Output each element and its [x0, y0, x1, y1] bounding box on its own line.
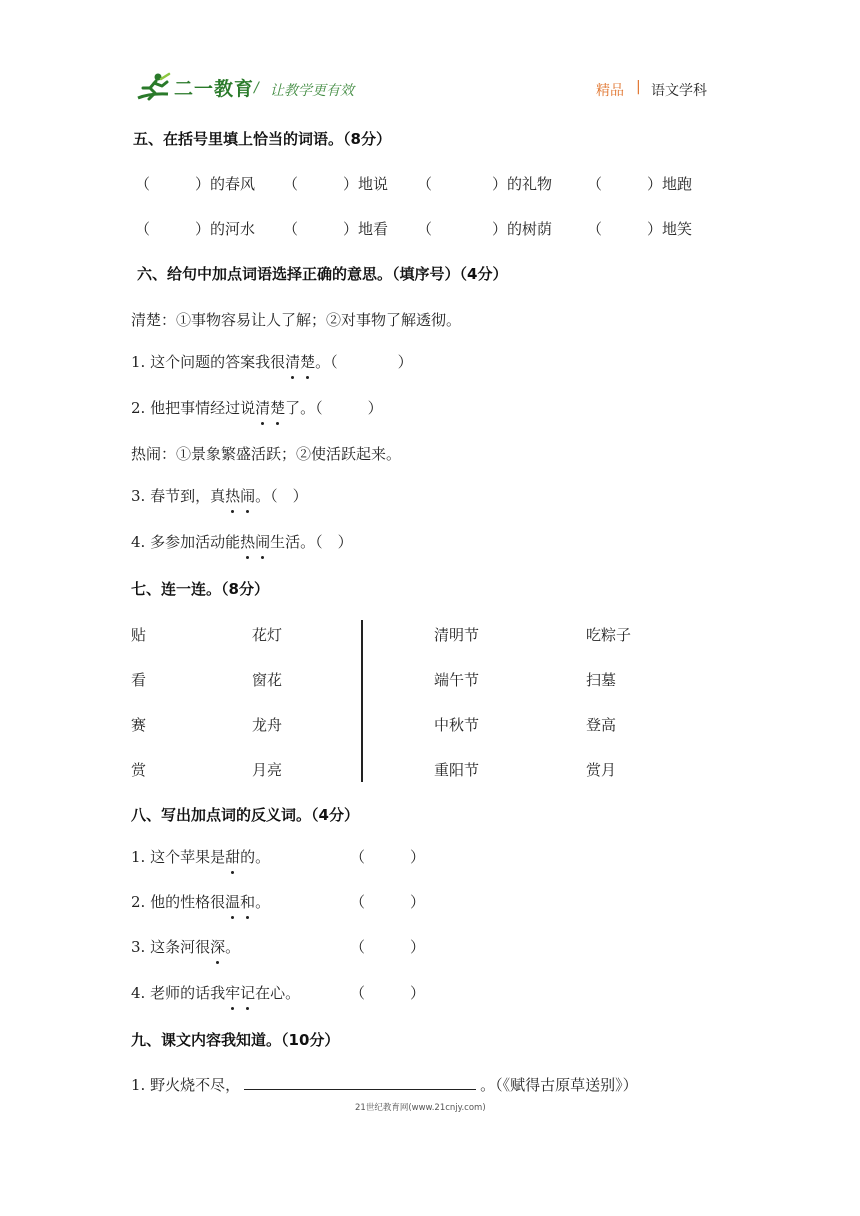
answer-blank: （ ）	[350, 984, 426, 1002]
logo-text: 二一教育	[174, 77, 255, 100]
question-line: 4. 老师的话我牢记在心。	[131, 984, 301, 1002]
match-item: 花灯	[252, 626, 283, 644]
blank-item: （ ）地笑	[587, 220, 693, 238]
match-item: 中秋节	[434, 716, 480, 734]
question-line: 2. 他把事情经过说清楚了。（ ）	[131, 399, 383, 417]
answer-blank: （ ）	[350, 938, 426, 956]
question-line: 2. 他的性格很温和。	[131, 893, 271, 911]
match-item: 端午节	[434, 671, 480, 689]
question-line: 1. 这个问题的答案我很清楚。（ ）	[131, 353, 413, 371]
blank-item: （ ）地说	[283, 175, 389, 193]
blank-item: （ ）地跑	[587, 175, 693, 193]
blank-item: （ ）的春风	[135, 175, 256, 193]
dotted-char: 牢	[225, 984, 241, 1002]
question-line: 3. 春节到，真热闹。（ ）	[131, 487, 308, 505]
match-item: 赏月	[586, 761, 617, 779]
answer-blank: （ ）	[350, 893, 426, 911]
header-slogan: 让教学更有效	[270, 83, 354, 99]
match-item: 登高	[586, 716, 617, 734]
blank-item: （ ）地看	[283, 220, 389, 238]
dotted-char: 楚	[270, 399, 286, 417]
header-logo	[136, 70, 254, 104]
header-brand: 精品	[596, 83, 624, 99]
blank-item: （ ）的河水	[135, 220, 256, 238]
match-item: 龙舟	[252, 716, 283, 734]
question-line: 1. 这个苹果是甜的。	[131, 848, 271, 866]
answer-blank: （ ）	[350, 848, 426, 866]
match-item: 看	[131, 671, 147, 689]
blank-item: （ ）的礼物	[417, 175, 553, 193]
match-item: 赏	[131, 761, 147, 779]
match-item: 月亮	[252, 761, 283, 779]
match-item: 重阳节	[434, 761, 480, 779]
dotted-char: 记	[240, 984, 256, 1002]
match-item: 赛	[131, 716, 147, 734]
match-item: 吃粽子	[586, 626, 632, 644]
section9-title: 九、课文内容我知道。（10分）	[131, 1031, 340, 1049]
section6-title: 六、给句中加点词语选择正确的意思。（填序号）（4分）	[137, 265, 508, 283]
dotted-char: 清	[285, 353, 301, 371]
blank-item: （ ）的树荫	[417, 220, 553, 238]
match-item: 扫墓	[586, 671, 617, 689]
runner-logo-icon	[136, 71, 172, 103]
section8-title: 八、写出加点词的反义词。（4分）	[131, 806, 359, 824]
dotted-char: 热	[240, 533, 256, 551]
fill-in-blank[interactable]	[244, 1075, 476, 1090]
header-slash: /	[254, 80, 259, 96]
question-line: 4. 多参加活动能热闹生活。（ ）	[131, 533, 353, 551]
question-line: 3. 这条河很深。	[131, 938, 241, 956]
dotted-char: 温	[225, 893, 241, 911]
header-divider: |	[636, 79, 641, 95]
dotted-char: 甜	[225, 848, 241, 866]
match-item: 贴	[131, 626, 147, 644]
section5-title: 五、在括号里填上恰当的词语。（8分）	[133, 130, 391, 148]
dotted-char: 热	[225, 487, 241, 505]
divider-line	[361, 620, 363, 782]
page-footer: 21世纪教育网(www.21cnjy.com)	[355, 1103, 486, 1113]
definition-renao: 热闹：①景象繁盛活跃；②使活跃起来。	[131, 445, 402, 463]
question-line: 1. 野火烧不尽， 。（《赋得古原草送别》）	[131, 1076, 638, 1094]
dotted-char: 楚	[300, 353, 316, 371]
dotted-char: 闹	[255, 533, 271, 551]
dotted-char: 清	[255, 399, 271, 417]
header-subject: 语文学科	[651, 83, 707, 99]
dotted-char: 闹	[240, 487, 256, 505]
dotted-char: 和	[240, 893, 256, 911]
match-item: 清明节	[434, 626, 480, 644]
match-item: 窗花	[252, 671, 283, 689]
section7-title: 七、连一连。（8分）	[131, 580, 269, 598]
dotted-char: 深	[210, 938, 226, 956]
definition-qingchu: 清楚：①事物容易让人了解；②对事物了解透彻。	[131, 311, 462, 329]
